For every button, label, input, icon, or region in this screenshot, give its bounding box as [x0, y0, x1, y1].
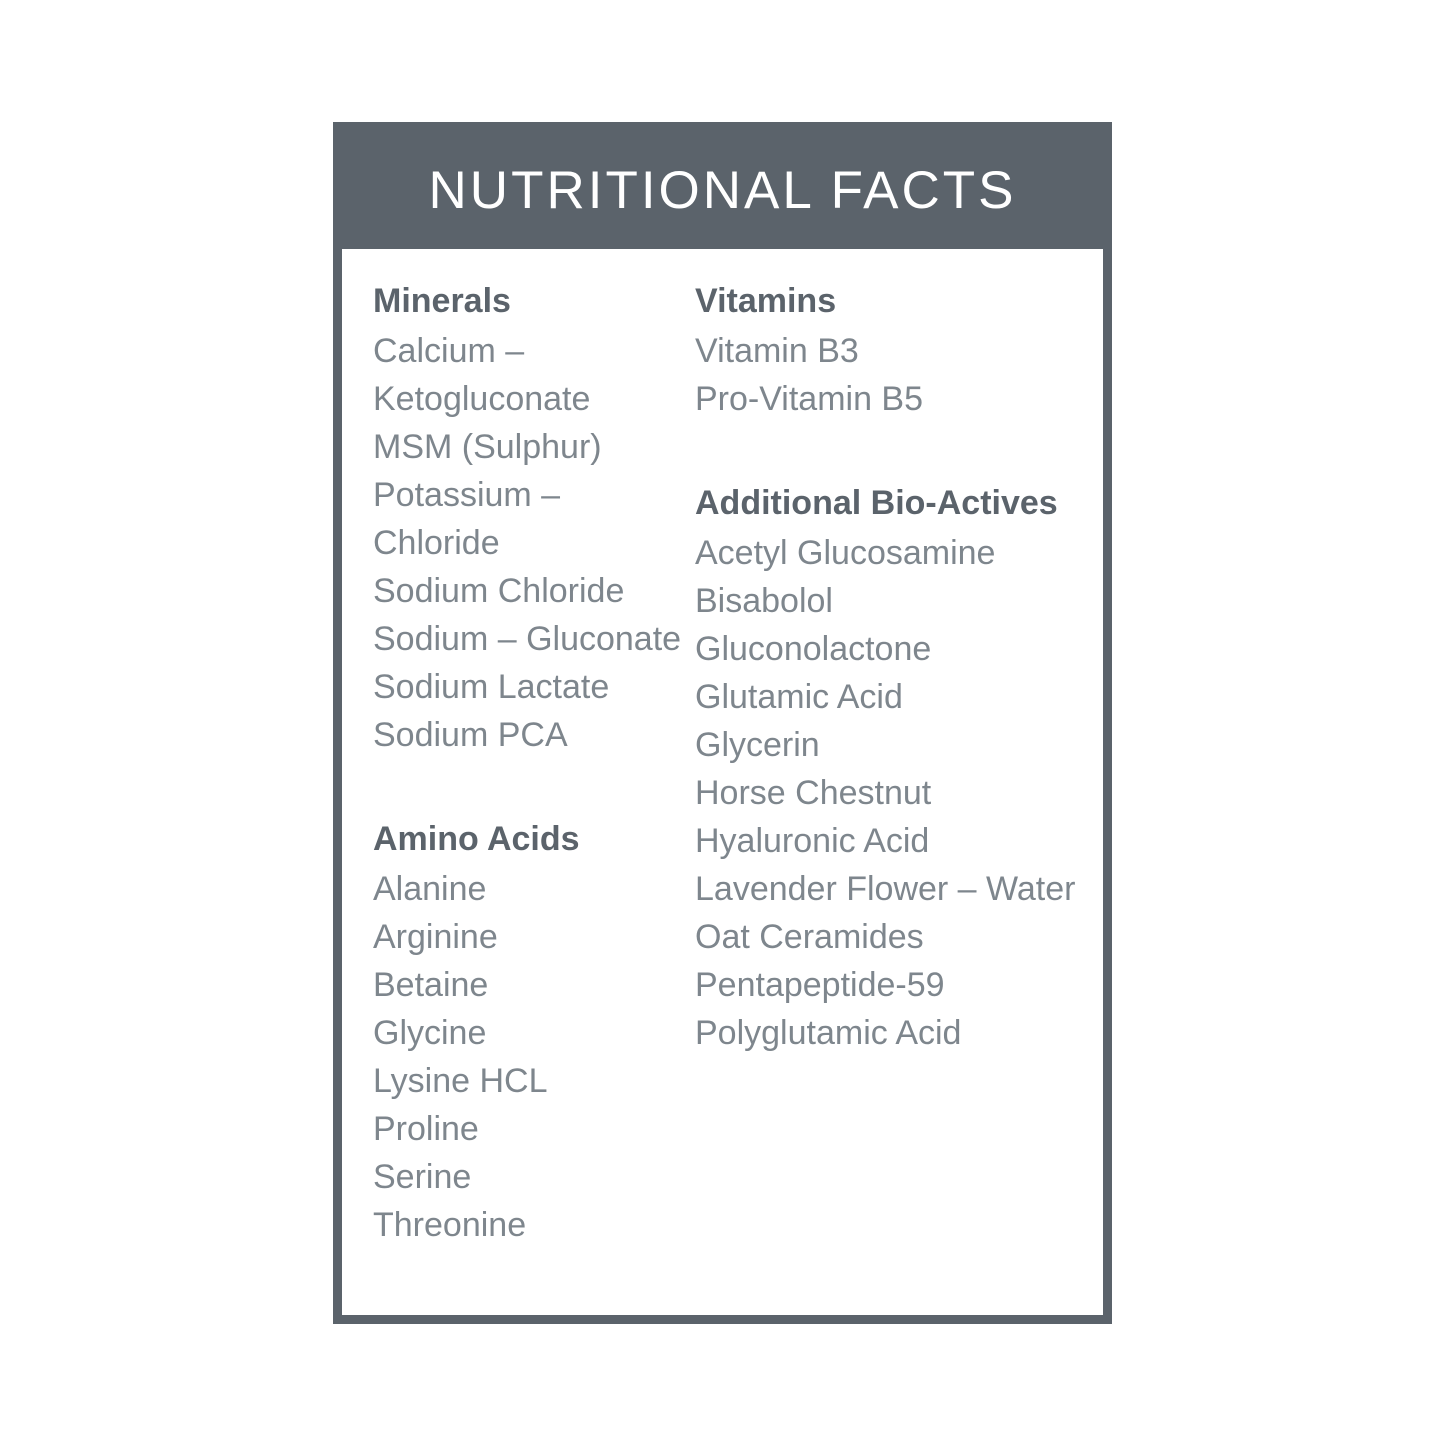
- list-item: Glycine: [373, 1014, 487, 1052]
- list-item: Pro-Vitamin B5: [695, 380, 924, 418]
- list-item: Lavender Flower – Water: [695, 870, 1076, 908]
- list-item: Horse Chestnut: [695, 774, 932, 812]
- nutritional-facts-card: [333, 122, 1112, 1324]
- group-heading-vitamins: Vitamins: [695, 282, 837, 320]
- list-item: Sodium PCA: [373, 716, 568, 754]
- list-item: MSM (Sulphur): [373, 428, 602, 466]
- list-item: Acetyl Glucosamine: [695, 534, 996, 572]
- list-item: Pentapeptide-59: [695, 966, 945, 1004]
- list-item: Threonine: [373, 1206, 527, 1244]
- list-item: Oat Ceramides: [695, 918, 924, 956]
- list-item: Glycerin: [695, 726, 820, 764]
- list-item: Betaine: [373, 966, 489, 1004]
- list-item: Alanine: [373, 870, 487, 908]
- group-minerals: [373, 277, 687, 759]
- group-vitamins: [695, 277, 1092, 423]
- list-item: Sodium – Gluconate: [373, 620, 682, 658]
- list-item: Serine: [373, 1158, 472, 1196]
- list-item: Bisabolol: [695, 582, 833, 620]
- list-item: Hyaluronic Acid: [695, 822, 930, 860]
- list-item: Polyglutamic Acid: [695, 1014, 962, 1052]
- group-heading-amino-acids: Amino Acids: [373, 820, 580, 858]
- card-header: [342, 131, 1103, 249]
- page-title: NUTRITIONAL FACTS: [428, 160, 1017, 220]
- left-column: [342, 277, 687, 1249]
- right-column: [687, 277, 1092, 1249]
- group-heading-additional-bio-actives: Additional Bio-Actives: [695, 484, 1058, 522]
- list-item: Gluconolactone: [695, 630, 932, 668]
- list-item: Proline: [373, 1110, 479, 1148]
- card-body: [342, 249, 1103, 1249]
- list-item: Potassium – Chloride: [373, 476, 561, 562]
- group-additional-bio-actives: [695, 479, 1092, 1057]
- list-item: Sodium Chloride: [373, 572, 625, 610]
- group-heading-minerals: Minerals: [373, 282, 511, 320]
- group-amino-acids: [373, 815, 687, 1249]
- list-item: Arginine: [373, 918, 498, 956]
- list-item: Lysine HCL: [373, 1062, 548, 1100]
- list-item: Sodium Lactate: [373, 668, 610, 706]
- list-item: Vitamin B3: [695, 332, 859, 370]
- list-item: Calcium – Ketogluconate: [373, 332, 591, 418]
- list-item: Glutamic Acid: [695, 678, 903, 716]
